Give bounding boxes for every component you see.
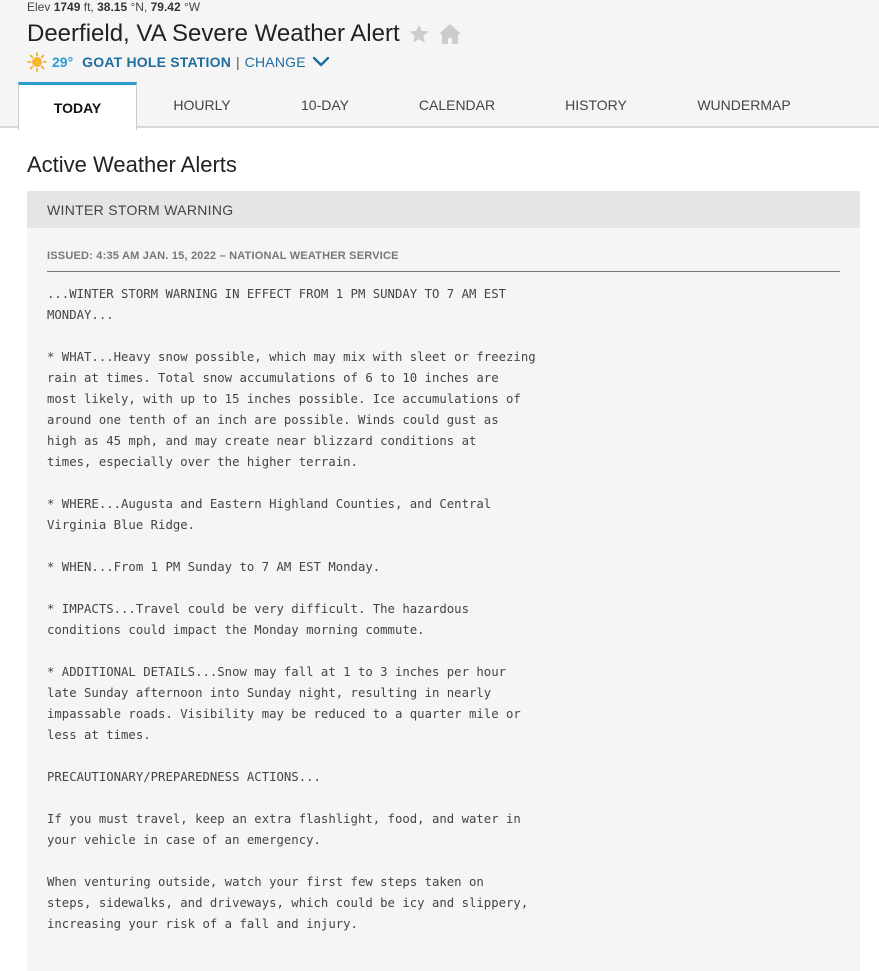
alert-text-line: impassable roads. Visibility may be reduced to a quarter mile or	[47, 707, 521, 721]
station-row	[27, 52, 330, 72]
alert-type: WINTER STORM WARNING	[27, 191, 860, 228]
alert-text-line	[47, 788, 860, 809]
alert-text-line: conditions could impact the Monday morning commute.	[47, 623, 425, 637]
alert-text-line: If you must travel, keep an extra flashlight, food, and water in	[47, 812, 521, 826]
alert-text-line: Virginia Blue Ridge.	[47, 518, 196, 532]
star-icon[interactable]	[408, 23, 430, 45]
tab-wundermap[interactable]: WUNDERMAP	[697, 97, 791, 113]
alert-text-line	[47, 473, 860, 494]
alert-text-line: * IMPACTS...Travel could be very difficult. The hazardous	[47, 602, 469, 616]
alert-text-line: less at times.	[47, 728, 151, 742]
alert-text-line: around one tenth of an inch are possible. Winds could gust as	[47, 413, 499, 427]
chevron-down-icon[interactable]	[312, 56, 330, 68]
alert-text-line: ...WINTER STORM WARNING IN EFFECT FROM 1 PM SUNDAY TO 7 AM EST	[47, 287, 507, 301]
alert-text-line	[47, 578, 860, 599]
alert-text-line: high as 45 mph, and may create near blizzard conditions at	[47, 434, 477, 448]
section-title: Active Weather Alerts	[27, 152, 237, 177]
change-station-link[interactable]: CHANGE	[244, 54, 306, 70]
header	[0, 0, 879, 128]
elevation-value: 1749	[53, 0, 81, 14]
alert-text-line: late Sunday afternoon into Sunday night, resulting in nearly	[47, 686, 492, 700]
current-temperature: 29°	[52, 54, 74, 70]
alert-text-line: increasing your risk of a fall and injury.	[47, 917, 358, 931]
longitude-value: 79.42	[150, 0, 181, 14]
title-row	[27, 20, 462, 48]
alert-text-line: most likely, with up to 15 inches possible. Ice accumulations of	[47, 392, 521, 406]
tab-10-day[interactable]: 10-DAY	[301, 97, 349, 113]
alert-text-line	[47, 746, 860, 767]
alert-text-line: * ADDITIONAL DETAILS...Snow may fall at 1 to 3 inches per hour	[47, 665, 507, 679]
alert-text-line: your vehicle in case of an emergency.	[47, 833, 321, 847]
forecast-tabs	[18, 82, 827, 128]
station-name-link[interactable]: GOAT HOLE STATION	[82, 54, 232, 70]
alert-text-line	[47, 536, 860, 557]
alert-text-line	[47, 641, 860, 662]
separator: |	[236, 54, 240, 70]
alert-text-line	[47, 326, 860, 347]
tab-today[interactable]: TODAY	[18, 82, 137, 130]
tab-hourly[interactable]: HOURLY	[173, 97, 231, 113]
tab-calendar[interactable]: CALENDAR	[418, 97, 496, 113]
elevation-coordinates: Elev 1749 ft, 38.15 °N, 79.42 °W	[27, 0, 201, 14]
latitude-value: 38.15	[97, 0, 128, 14]
alert-text-line: When venturing outside, watch your first few steps taken on	[47, 875, 484, 889]
alert-text-line	[47, 851, 860, 872]
alert-text-line: rain at times. Total snow accumulations of 6 to 10 inches are	[47, 371, 499, 385]
home-icon[interactable]	[438, 23, 462, 45]
alert-issued: ISSUED: 4:35 AM JAN. 15, 2022 – NATIONAL WEATHER SERVICE	[47, 250, 840, 272]
alert-body	[47, 284, 860, 935]
alert-text-line: * WHERE...Augusta and Eastern Highland Counties, and Central	[47, 497, 492, 511]
alert-text-line: times, especially over the higher terrain.	[47, 455, 358, 469]
tab-history[interactable]: HISTORY	[565, 97, 627, 113]
alert-text-line: * WHEN...From 1 PM Sunday to 7 AM EST Monday.	[47, 560, 381, 574]
alert-text-line: MONDAY...	[47, 308, 114, 322]
alert-text-line: PRECAUTIONARY/PREPAREDNESS ACTIONS...	[47, 770, 321, 784]
alert-card	[27, 191, 860, 971]
page-title: Deerfield, VA Severe Weather Alert	[27, 20, 400, 47]
alert-text-line: * WHAT...Heavy snow possible, which may mix with sleet or freezing	[47, 350, 536, 364]
alert-text-line: steps, sidewalks, and driveways, which could be icy and slippery,	[47, 896, 529, 910]
sun-icon	[27, 52, 47, 72]
